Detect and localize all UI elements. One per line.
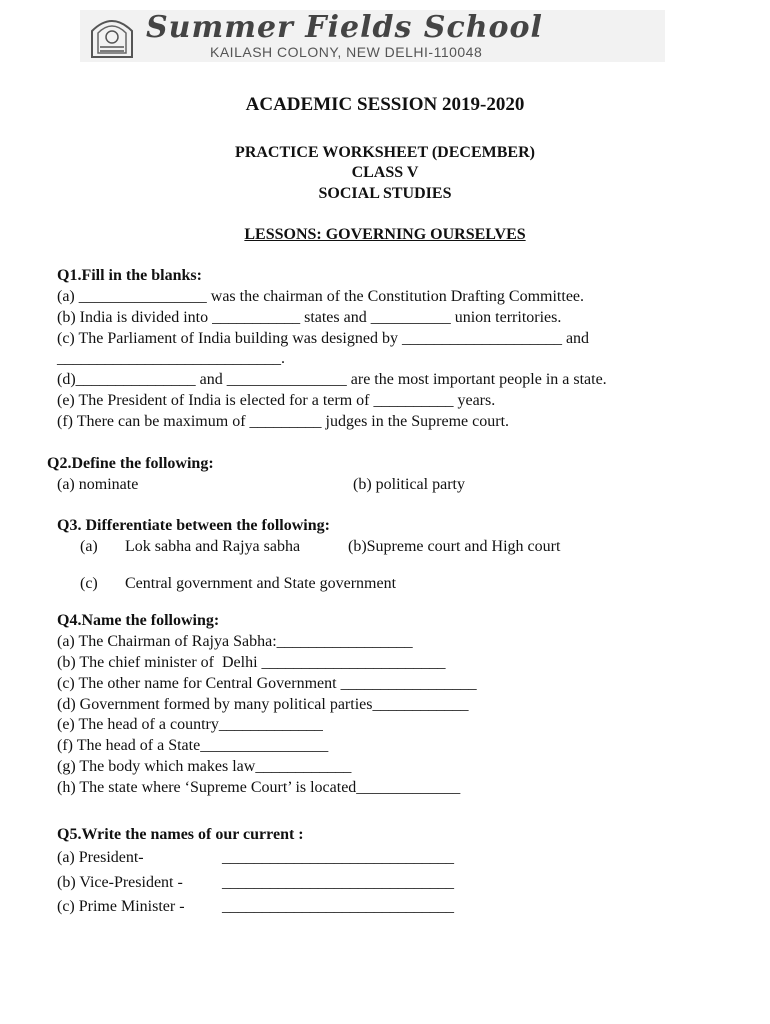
q5-item-a-blank: _____________________________ xyxy=(222,849,454,866)
worksheet-title: PRACTICE WORKSHEET (DECEMBER) xyxy=(235,144,535,161)
subject-title: SOCIAL STUDIES xyxy=(318,185,452,202)
q5-item-b-label: (b) Vice-President - xyxy=(57,874,183,891)
school-crest-icon xyxy=(86,13,138,59)
q4-item-f: (f) The head of a State________________ xyxy=(57,737,329,754)
q4-item-g: (g) The body which makes law____________ xyxy=(57,758,352,775)
q3-item-a-label: (a) xyxy=(80,538,98,555)
q4-heading: Q4.Name the following: xyxy=(57,612,220,629)
q3-item-b: (b)Supreme court and High court xyxy=(348,538,561,555)
q4-item-h: (h) The state where ‘Supreme Court’ is located_____________ xyxy=(57,779,461,796)
q5-heading: Q5.Write the names of our current : xyxy=(57,826,304,843)
q1-item-c: (c) The Parliament of India building was designed by ____________________ and xyxy=(57,330,590,347)
school-name: Summer Fields School xyxy=(146,10,543,45)
q4-item-a: (a) The Chairman of Rajya Sabha:_________________ xyxy=(57,633,413,650)
q1-item-f: (f) There can be maximum of _________ judges in the Supreme court. xyxy=(57,413,510,430)
q2-item-a: (a) nominate xyxy=(57,476,139,493)
q4-item-b: (b) The chief minister of Delhi _______________________ xyxy=(57,654,446,671)
school-header xyxy=(80,10,665,62)
q1-item-a: (a) ________________ was the chairman of the Constitution Drafting Committee. xyxy=(57,288,585,305)
class-title: CLASS V xyxy=(351,164,419,181)
q1-item-d: (d)_______________ and _______________ are the most important people in a state. xyxy=(57,371,607,388)
q2-item-b: (b) political party xyxy=(353,476,465,493)
q1-item-c-continued: ____________________________. xyxy=(57,350,285,367)
q5-item-a-label: (a) President- xyxy=(57,849,144,866)
q3-heading: Q3. Differentiate between the following: xyxy=(57,517,330,534)
school-address: KAILASH COLONY, NEW DELHI-110048 xyxy=(210,44,483,60)
q3-item-c-label: (c) xyxy=(80,575,98,592)
q2-heading: Q2.Define the following: xyxy=(47,455,214,472)
q5-item-b-blank: _____________________________ xyxy=(222,874,454,891)
q5-item-c-label: (c) Prime Minister - xyxy=(57,898,185,915)
q3-item-c: Central government and State government xyxy=(125,575,397,592)
session-title: ACADEMIC SESSION 2019-2020 xyxy=(245,94,525,115)
q1-heading: Q1.Fill in the blanks: xyxy=(57,267,202,284)
q1-item-e: (e) The President of India is elected for a term of __________ years. xyxy=(57,392,496,409)
q3-item-a: Lok sabha and Rajya sabha xyxy=(125,538,301,555)
q4-item-d: (d) Government formed by many political parties____________ xyxy=(57,696,469,713)
q4-item-e: (e) The head of a country_____________ xyxy=(57,716,323,733)
q5-item-c-blank: _____________________________ xyxy=(222,898,454,915)
q4-item-c: (c) The other name for Central Government _________________ xyxy=(57,675,477,692)
q1-item-b: (b) India is divided into ___________ states and __________ union territories. xyxy=(57,309,562,326)
lessons-title: LESSONS: GOVERNING OURSELVES xyxy=(244,226,526,243)
